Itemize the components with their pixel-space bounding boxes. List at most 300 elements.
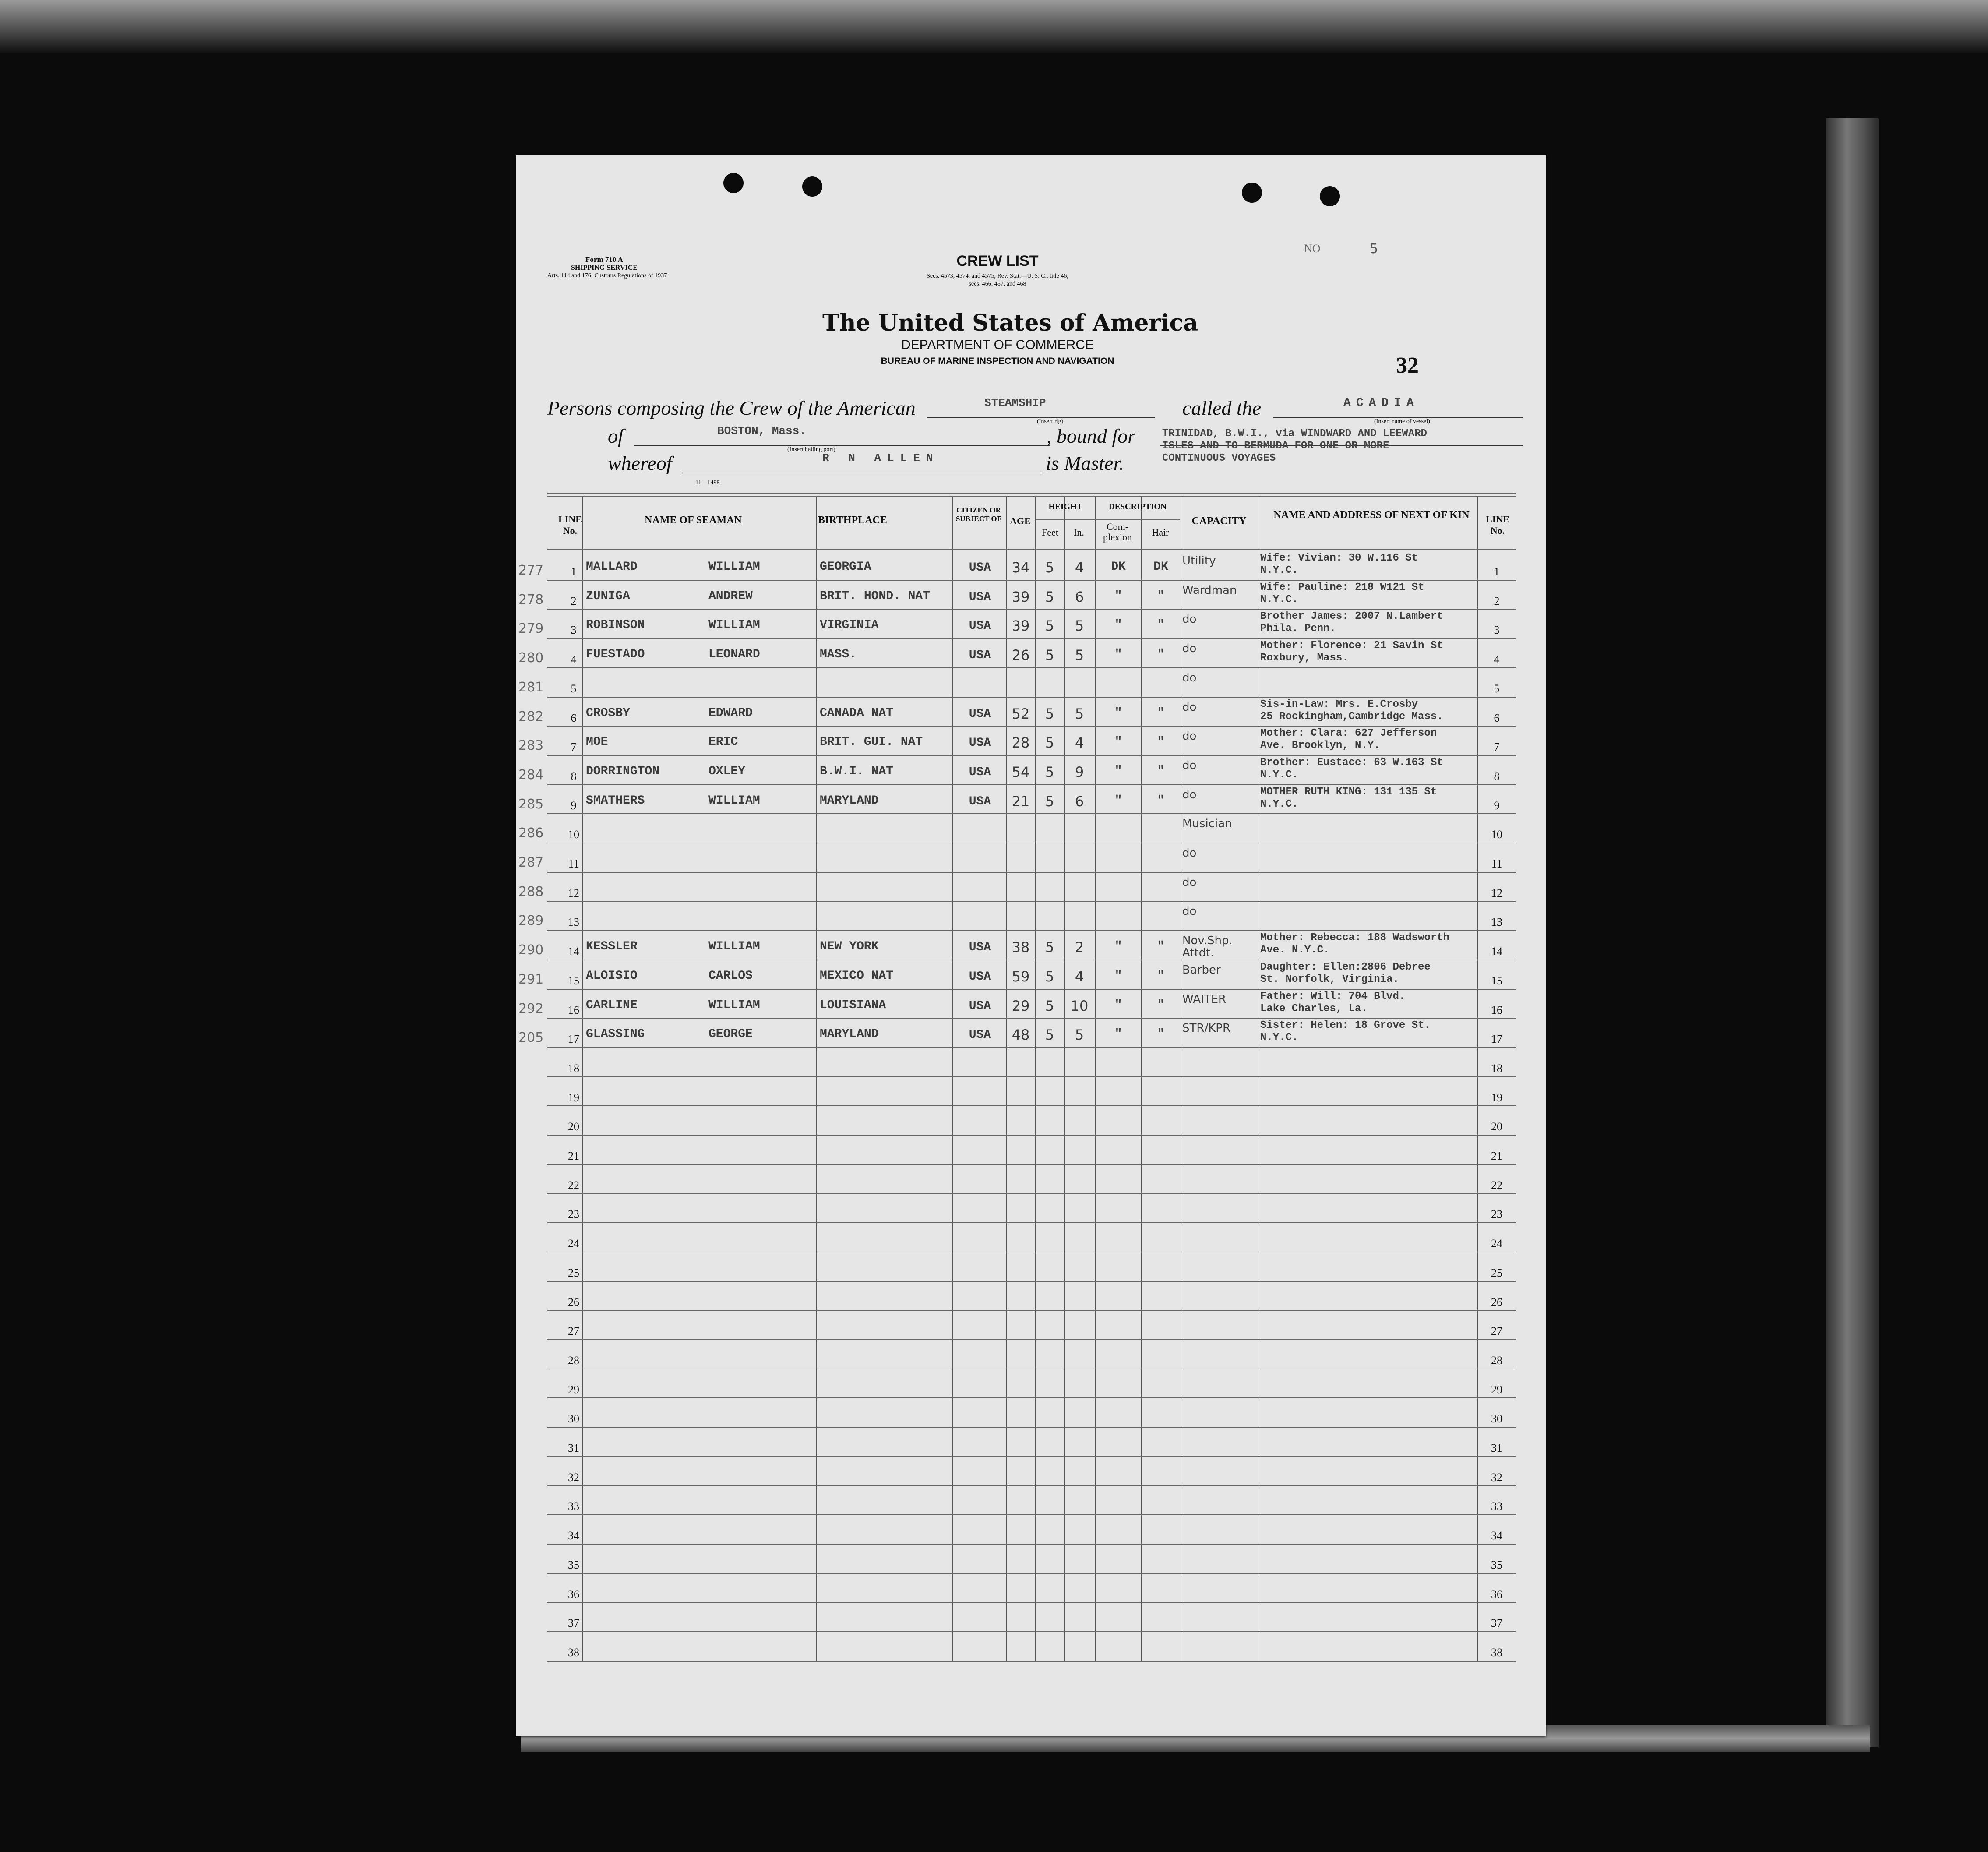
- line-number-right: 1: [1494, 565, 1500, 578]
- row-rule: [547, 1456, 1516, 1457]
- statute-line-2: secs. 466, 467, and 468: [969, 281, 1026, 287]
- age: 29: [1012, 997, 1030, 1014]
- row-rule: [547, 989, 1516, 990]
- height-feet: 5: [1045, 588, 1054, 605]
- stamp-number: 290: [518, 942, 544, 958]
- seaman-surname: DORRINGTON: [586, 764, 660, 778]
- seaman-surname: ROBINSON: [586, 618, 645, 632]
- capacity: do: [1182, 876, 1197, 889]
- seaman-given-name: WILLIAM: [708, 940, 760, 954]
- print-code: 11—1498: [695, 480, 720, 486]
- line-number: 9: [571, 799, 577, 812]
- stamp-number: 279: [518, 621, 544, 637]
- line-number-right: 19: [1491, 1091, 1502, 1104]
- line-number: 28: [568, 1354, 579, 1367]
- hair: ": [1157, 998, 1165, 1012]
- stamp-number: 283: [518, 738, 544, 754]
- master-name: R N ALLEN: [822, 452, 939, 465]
- col-capacity: CAPACITY: [1191, 515, 1247, 527]
- stamp-number: 291: [518, 971, 544, 987]
- line-number: 16: [568, 1003, 579, 1016]
- col-feet: Feet: [1042, 527, 1058, 538]
- seaman-surname: SMATHERS: [586, 794, 645, 808]
- capacity: Musician: [1182, 818, 1232, 830]
- capacity: do: [1182, 701, 1197, 713]
- country-heading: The United States of America: [822, 310, 1198, 336]
- line-number: 12: [568, 886, 579, 900]
- vessel-rig: STEAMSHIP: [984, 396, 1046, 409]
- seaman-surname: ALOISIO: [586, 969, 638, 983]
- capacity: do: [1182, 730, 1197, 743]
- line-number: 15: [568, 974, 579, 987]
- age: 59: [1012, 968, 1030, 985]
- row-rule: [547, 1281, 1516, 1282]
- age: 26: [1012, 647, 1030, 664]
- hair: ": [1157, 706, 1165, 720]
- punch-hole: [1242, 183, 1262, 203]
- line-number: 24: [568, 1237, 579, 1250]
- height-feet: 5: [1045, 793, 1054, 810]
- seaman-surname: CARLINE: [586, 998, 638, 1012]
- col-next-of-kin: NAME AND ADDRESS OF NEXT OF KIN: [1273, 509, 1470, 521]
- line-number: 38: [568, 1646, 579, 1659]
- line-number-right: 24: [1491, 1237, 1502, 1250]
- capacity: do: [1182, 642, 1197, 655]
- line-number: 6: [571, 711, 577, 724]
- row-rule: [547, 1544, 1516, 1545]
- height-feet: 5: [1045, 705, 1054, 722]
- line-number: 26: [568, 1295, 579, 1309]
- capacity: Wardman: [1182, 584, 1237, 596]
- line-number-right: 4: [1494, 653, 1500, 666]
- line-number: 4: [571, 653, 577, 666]
- line-number: 14: [568, 945, 579, 958]
- master-label: is Master.: [1046, 452, 1124, 474]
- seaman-given-name: ERIC: [708, 735, 738, 749]
- line-number-right: 11: [1491, 857, 1502, 870]
- birthplace: GEORGIA: [820, 560, 871, 574]
- row-rule: [547, 1485, 1516, 1486]
- row-rule: [547, 1310, 1516, 1311]
- stamp-number: 292: [518, 1001, 544, 1016]
- line-number-right: 8: [1494, 769, 1500, 783]
- row-rule: [547, 1631, 1516, 1632]
- complexion: ": [1114, 648, 1122, 662]
- citizenship: USA: [969, 619, 991, 633]
- col-line-no: LINE No.: [558, 514, 582, 536]
- document-title: CREW LIST: [956, 253, 1039, 269]
- seaman-given-name: WILLIAM: [708, 560, 760, 574]
- line-number: 34: [568, 1529, 579, 1542]
- line-number-right: 30: [1491, 1412, 1502, 1425]
- row-rule: [547, 1661, 1516, 1662]
- line-number: 36: [568, 1587, 579, 1601]
- height-inches: 5: [1075, 647, 1084, 664]
- line-number: 35: [568, 1558, 579, 1571]
- height-feet: 5: [1045, 763, 1054, 780]
- next-of-kin: Mother: Clara: 627 Jefferson Ave. Brooklyn, N.Y.: [1260, 727, 1437, 752]
- line-number-right: 33: [1491, 1500, 1502, 1513]
- capacity: Utility: [1182, 555, 1216, 567]
- seaman-given-name: GEORGE: [708, 1027, 753, 1041]
- complexion: ": [1114, 618, 1122, 632]
- stamp-number: 289: [518, 913, 544, 929]
- row-rule: [547, 813, 1516, 814]
- line-number: 1: [571, 565, 577, 578]
- row-rule: [547, 697, 1516, 698]
- punch-hole: [723, 173, 744, 193]
- line-number-right: 27: [1491, 1325, 1502, 1338]
- line-number: 23: [568, 1208, 579, 1221]
- citizenship: USA: [969, 707, 991, 721]
- next-of-kin: Sis-in-Law: Mrs. E.Crosby 25 Rockingham,Cambridge Mass.: [1260, 698, 1443, 723]
- complexion: ": [1114, 794, 1122, 808]
- bound-label: , bound for: [1047, 425, 1136, 447]
- line-number: 25: [568, 1266, 579, 1279]
- line-number-right: 22: [1491, 1178, 1502, 1192]
- punch-hole: [802, 176, 822, 197]
- row-rule: [547, 1339, 1516, 1340]
- row-rule: [547, 1573, 1516, 1574]
- department-heading: DEPARTMENT OF COMMERCE: [901, 338, 1094, 352]
- stamp-number: 288: [518, 884, 544, 900]
- birthplace: B.W.I. NAT: [820, 764, 894, 778]
- line-number-right: 17: [1491, 1033, 1502, 1046]
- height-feet: 5: [1045, 1027, 1054, 1044]
- row-rule: [547, 1397, 1516, 1398]
- form-service: SHIPPING SERVICE: [571, 264, 638, 272]
- complexion: DK: [1111, 560, 1126, 574]
- row-rule: [547, 667, 1516, 668]
- line-number: 20: [568, 1120, 579, 1133]
- row-rule: [547, 930, 1516, 931]
- seaman-given-name: CARLOS: [708, 969, 753, 983]
- col-description: DESCRIPTION: [1109, 502, 1167, 512]
- header-bottom-rule: [547, 549, 1516, 550]
- height-inches: 5: [1075, 705, 1084, 722]
- birthplace: NEW YORK: [820, 940, 879, 954]
- citizenship: USA: [969, 941, 991, 955]
- col-complexion: Com-plexion: [1103, 521, 1132, 543]
- line-number: 11: [568, 857, 579, 870]
- row-rule: [547, 1514, 1516, 1515]
- complexion: ": [1114, 706, 1122, 720]
- next-of-kin: MOTHER RUTH KING: 131 135 St N.Y.C.: [1260, 786, 1437, 810]
- hair: DK: [1153, 560, 1168, 574]
- stamp-number: 278: [518, 592, 544, 607]
- line-number: 27: [568, 1325, 579, 1338]
- seaman-surname: ZUNIGA: [586, 589, 630, 603]
- table-top-rule: [547, 493, 1516, 494]
- line-number: 21: [568, 1150, 579, 1162]
- line-number-right: 10: [1491, 828, 1502, 841]
- age: 52: [1012, 705, 1030, 722]
- seaman-given-name: OXLEY: [708, 764, 746, 778]
- line-number-right: 28: [1491, 1354, 1502, 1367]
- age: 38: [1012, 939, 1030, 956]
- seaman-given-name: ANDREW: [708, 589, 753, 603]
- line-number: 30: [568, 1412, 579, 1425]
- form-number: Form 710 A: [585, 255, 623, 264]
- complexion: ": [1114, 969, 1122, 983]
- capacity: Barber: [1182, 963, 1221, 976]
- hair: ": [1157, 589, 1165, 603]
- col-line-no-right: LINE No.: [1486, 514, 1509, 536]
- persons-label: Persons composing the Crew of the American: [547, 397, 916, 419]
- next-of-kin: Father: Will: 704 Blvd. Lake Charles, La.: [1260, 990, 1406, 1015]
- line-number: 18: [568, 1062, 579, 1075]
- next-of-kin: Brother: Eustace: 63 W.163 St N.Y.C.: [1260, 756, 1443, 781]
- rig-hint: (Insert rig): [1037, 418, 1064, 425]
- height-inches: 10: [1070, 997, 1089, 1014]
- seaman-surname: CROSBY: [586, 706, 630, 720]
- complexion: ": [1114, 764, 1122, 778]
- hair: ": [1157, 794, 1165, 808]
- birthplace: LOUISIANA: [820, 998, 886, 1012]
- col-birthplace: BIRTHPLACE: [818, 515, 887, 526]
- column-rule: [1516, 497, 1517, 1661]
- age: 21: [1012, 793, 1030, 810]
- line-number-right: 26: [1491, 1295, 1502, 1309]
- seaman-given-name: LEONARD: [708, 648, 760, 662]
- hair: ": [1157, 940, 1165, 954]
- birthplace: MASS.: [820, 648, 857, 662]
- height-inches: 6: [1075, 588, 1084, 605]
- stamp-number: 287: [518, 855, 544, 870]
- line-number-right: 31: [1491, 1442, 1502, 1454]
- seaman-given-name: WILLIAM: [708, 618, 760, 632]
- next-of-kin: Brother James: 2007 N.Lambert Phila. Penn.: [1260, 610, 1443, 635]
- line-number: 8: [571, 769, 577, 783]
- hailing-port: BOSTON, Mass.: [717, 424, 806, 437]
- line-number-right: 2: [1494, 594, 1500, 607]
- col-name: NAME OF SEAMAN: [645, 515, 742, 526]
- line-number-right: 14: [1491, 945, 1502, 958]
- line-number-right: 7: [1494, 741, 1500, 754]
- line-number-right: 20: [1491, 1120, 1502, 1133]
- binder-edge: [1826, 118, 1879, 1747]
- complexion: ": [1114, 940, 1122, 954]
- stamp-number: 285: [518, 796, 544, 812]
- destination-line-1: TRINIDAD, B.W.I., via WINDWARD AND LEEWARD: [1162, 428, 1427, 440]
- hair: ": [1157, 969, 1165, 983]
- col-inches: In.: [1074, 527, 1084, 538]
- line-number: 29: [568, 1383, 579, 1396]
- citizenship: USA: [969, 1028, 991, 1042]
- next-of-kin: Wife: Vivian: 30 W.116 St N.Y.C.: [1260, 552, 1418, 576]
- stamp-number: 280: [518, 650, 544, 666]
- row-rule: [547, 755, 1516, 756]
- height-inches: 2: [1075, 939, 1084, 956]
- capacity: do: [1182, 847, 1197, 859]
- birthplace: BRIT. GUI. NAT: [820, 735, 923, 749]
- citizenship: USA: [969, 590, 991, 604]
- capacity: WAITER: [1182, 993, 1227, 1005]
- stamp-number: 282: [518, 709, 544, 724]
- height-inches: 9: [1075, 763, 1084, 780]
- line-number-right: 36: [1491, 1587, 1502, 1601]
- line-number-right: 16: [1491, 1003, 1502, 1016]
- line-number-right: 12: [1491, 886, 1502, 900]
- hair: ": [1157, 648, 1165, 662]
- age: 39: [1012, 617, 1030, 635]
- citizenship: USA: [969, 970, 991, 984]
- line-number-right: 23: [1491, 1208, 1502, 1221]
- col-age: AGE: [1010, 515, 1031, 526]
- line-number: 10: [568, 828, 579, 841]
- height-inches: 5: [1075, 1027, 1084, 1044]
- seaman-surname: GLASSING: [586, 1027, 645, 1041]
- height-inches: 5: [1075, 617, 1084, 635]
- stamp-number: 286: [518, 825, 544, 841]
- row-rule: [547, 901, 1516, 902]
- statute-line-1: Secs. 4573, 4574, and 4575, Rev. Stat.—U. S. C., title 46,: [927, 273, 1068, 279]
- line-number: 7: [571, 741, 577, 754]
- col-height: HEIGHT: [1048, 502, 1082, 512]
- birthplace: BRIT. HOND. NAT: [820, 589, 931, 603]
- line-number-right: 25: [1491, 1266, 1502, 1279]
- height-feet: 5: [1045, 734, 1054, 751]
- form-articles: Arts. 114 and 176; Customs Regulations of 1937: [547, 272, 667, 279]
- row-rule: [547, 1164, 1516, 1165]
- hair: ": [1157, 735, 1165, 749]
- vessel-name: ACADIA: [1343, 396, 1419, 410]
- birthplace: MEXICO NAT: [820, 969, 894, 983]
- age: 48: [1012, 1027, 1030, 1044]
- line-number-right: 34: [1491, 1529, 1502, 1542]
- page-number: 32: [1396, 353, 1419, 378]
- height-feet: 5: [1045, 939, 1054, 956]
- line-number: 13: [568, 916, 579, 929]
- complexion: ": [1114, 998, 1122, 1012]
- row-rule: [547, 638, 1516, 639]
- birthplace: VIRGINIA: [820, 618, 879, 632]
- line-number-right: 38: [1491, 1646, 1502, 1659]
- row-rule: [547, 580, 1516, 581]
- hair: ": [1157, 618, 1165, 632]
- row-rule: [547, 872, 1516, 873]
- next-of-kin: Mother: Rebecca: 188 Wadsworth Ave. N.Y.C.: [1260, 932, 1450, 956]
- seaman-surname: KESSLER: [586, 940, 638, 954]
- capacity: do: [1182, 759, 1197, 772]
- punch-hole: [1320, 186, 1340, 206]
- row-rule: [547, 1427, 1516, 1428]
- col-hair: Hair: [1152, 527, 1169, 538]
- age: 28: [1012, 734, 1030, 751]
- line-number: 3: [571, 624, 577, 637]
- stamp-number: 281: [518, 679, 544, 695]
- height-inches: 4: [1075, 968, 1084, 985]
- capacity: STR/KPR: [1182, 1022, 1231, 1035]
- whereof-label: whereof: [608, 452, 672, 474]
- age: 39: [1012, 588, 1030, 605]
- citizenship: USA: [969, 736, 991, 750]
- line-number-right: 9: [1494, 799, 1500, 812]
- complexion: ": [1114, 589, 1122, 603]
- hair: ": [1157, 764, 1165, 778]
- citizenship: USA: [969, 765, 991, 779]
- line-number: 37: [568, 1617, 579, 1630]
- seaman-given-name: EDWARD: [708, 706, 753, 720]
- seaman-surname: MALLARD: [586, 560, 638, 574]
- row-rule: [547, 1047, 1516, 1048]
- form-number-value: 5: [1370, 241, 1378, 257]
- line-number: 33: [568, 1500, 579, 1513]
- height-inches: 6: [1075, 793, 1084, 810]
- vessel-hint: (Insert name of vessel): [1374, 418, 1430, 425]
- complexion: ": [1114, 735, 1122, 749]
- form-number-label: NO: [1304, 242, 1321, 255]
- height-feet: 5: [1045, 968, 1054, 985]
- row-rule: [547, 1602, 1516, 1603]
- destination-line-2: ISLES AND TO BERMUDA FOR ONE OR MORE: [1162, 440, 1389, 452]
- line-number-right: 29: [1491, 1383, 1502, 1396]
- stamp-number: 277: [518, 563, 544, 578]
- line-number-right: 15: [1491, 974, 1502, 987]
- height-inches: 4: [1075, 734, 1084, 751]
- line-number: 19: [568, 1091, 579, 1104]
- age: 54: [1012, 763, 1030, 780]
- complexion: ": [1114, 1027, 1122, 1041]
- port-hint: (Insert hailing port): [787, 446, 835, 453]
- height-inches: 4: [1075, 559, 1084, 576]
- line-number: 2: [571, 594, 577, 607]
- row-rule: [547, 1018, 1516, 1019]
- row-rule: [547, 1105, 1516, 1106]
- row-rule: [547, 609, 1516, 610]
- seaman-given-name: WILLIAM: [708, 794, 760, 808]
- seaman-surname: MOE: [586, 735, 608, 749]
- citizenship: USA: [969, 999, 991, 1013]
- seaman-given-name: WILLIAM: [708, 998, 760, 1012]
- height-feet: 5: [1045, 997, 1054, 1014]
- capacity: do: [1182, 905, 1197, 918]
- line-number-right: 5: [1494, 682, 1500, 695]
- birthplace: CANADA NAT: [820, 706, 894, 720]
- crew-list-page: [516, 155, 1546, 1736]
- line-number: 32: [568, 1471, 579, 1484]
- capacity: Nov.Shp. Attdt.: [1182, 935, 1233, 960]
- line-number-right: 21: [1491, 1150, 1502, 1162]
- destination-line-3: CONTINUOUS VOYAGES: [1162, 452, 1276, 464]
- row-rule: [547, 1193, 1516, 1194]
- line-number-right: 6: [1494, 711, 1500, 724]
- line-number: 5: [571, 682, 577, 695]
- citizenship: USA: [969, 649, 991, 663]
- stamp-number: 205: [518, 1030, 544, 1046]
- seaman-surname: FUESTADO: [586, 648, 645, 662]
- birthplace: MARYLAND: [820, 794, 879, 808]
- row-rule: [547, 726, 1516, 727]
- height-feet: 5: [1045, 617, 1054, 635]
- stamp-number: 284: [518, 767, 544, 783]
- next-of-kin: Sister: Helen: 18 Grove St. N.Y.C.: [1260, 1019, 1431, 1044]
- col-citizen: CITIZEN OR SUBJECT OF: [955, 506, 1002, 523]
- next-of-kin: Wife: Pauline: 218 W121 St N.Y.C.: [1260, 581, 1424, 606]
- of-label: of: [608, 425, 624, 447]
- line-number-right: 3: [1494, 624, 1500, 637]
- line-number-right: 32: [1491, 1471, 1502, 1484]
- next-of-kin: Mother: Florence: 21 Savin St Roxbury, Mass.: [1260, 640, 1443, 664]
- capacity: do: [1182, 788, 1197, 801]
- line-number-right: 13: [1491, 916, 1502, 929]
- height-feet: 5: [1045, 647, 1054, 664]
- scanner-top-band: [0, 0, 1988, 53]
- row-rule: [547, 1135, 1516, 1136]
- height-feet: 5: [1045, 559, 1054, 576]
- row-rule: [547, 1222, 1516, 1223]
- line-number: 22: [568, 1178, 579, 1192]
